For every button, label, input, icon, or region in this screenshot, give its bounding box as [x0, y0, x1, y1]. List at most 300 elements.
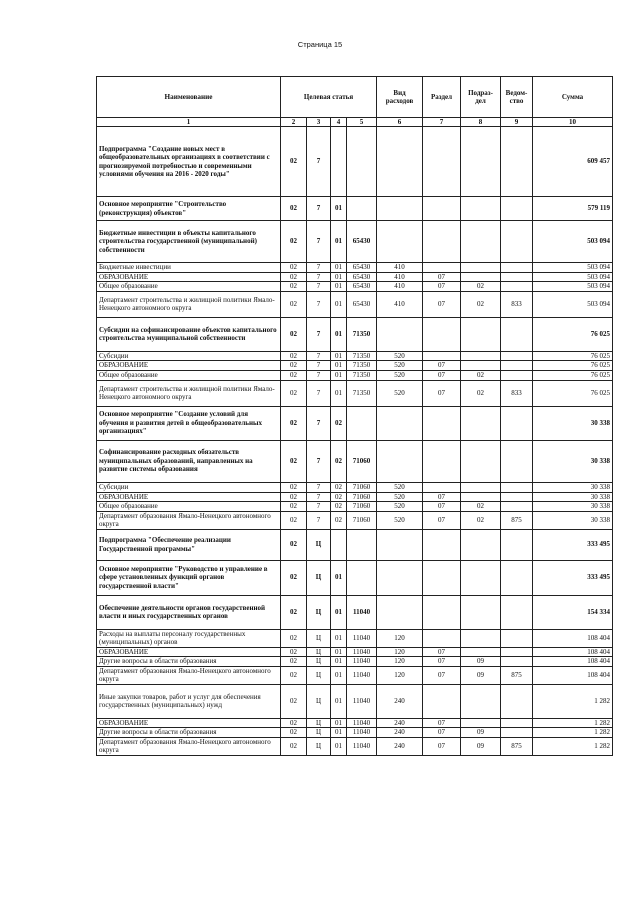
subsection-cell	[461, 317, 501, 351]
name-cell: Субсидии на софинансирование объектов капитального строительства муниципальной собственности	[97, 317, 281, 351]
subsection-cell	[461, 127, 501, 197]
expense-type-cell: 410	[377, 282, 423, 292]
target-activity-cell: 01	[331, 629, 347, 647]
target-subprogram-cell: Ц	[307, 657, 331, 667]
header-name: Наименование	[97, 77, 281, 118]
amount-cell: 30 338	[533, 492, 613, 502]
name-cell: ОБРАЗОВАНИЕ	[97, 647, 281, 657]
target-activity-cell: 01	[331, 684, 347, 718]
target-activity-cell: 01	[331, 657, 347, 667]
subsection-cell	[461, 529, 501, 560]
amount-cell: 503 094	[533, 221, 613, 263]
table-row	[97, 492, 613, 502]
target-subprogram-cell: 7	[307, 380, 331, 406]
section-cell	[423, 127, 461, 197]
amount-cell: 503 094	[533, 272, 613, 282]
name-cell: ОБРАЗОВАНИЕ	[97, 492, 281, 502]
table-row	[97, 728, 613, 738]
department-cell	[501, 351, 533, 361]
subsection-cell	[461, 718, 501, 728]
subsection-cell: 09	[461, 666, 501, 684]
amount-cell: 1 282	[533, 737, 613, 755]
amount-cell: 76 025	[533, 361, 613, 371]
target-program-cell: 02	[281, 647, 307, 657]
amount-cell: 76 025	[533, 351, 613, 361]
target-direction-cell: 71350	[347, 317, 377, 351]
amount-cell: 1 282	[533, 684, 613, 718]
name-cell: Другие вопросы в области образования	[97, 657, 281, 667]
table-row	[97, 560, 613, 595]
subsection-cell: 02	[461, 370, 501, 380]
subsection-cell	[461, 492, 501, 502]
table-header-row	[97, 77, 613, 118]
expense-type-cell	[377, 317, 423, 351]
department-cell	[501, 440, 533, 482]
target-program-cell: 02	[281, 492, 307, 502]
table-row	[97, 529, 613, 560]
subsection-cell	[461, 361, 501, 371]
target-direction-cell: 11040	[347, 647, 377, 657]
target-subprogram-cell: Ц	[307, 529, 331, 560]
target-subprogram-cell: 7	[307, 351, 331, 361]
expense-type-cell	[377, 221, 423, 263]
department-cell	[501, 127, 533, 197]
department-cell	[501, 560, 533, 595]
target-program-cell: 02	[281, 728, 307, 738]
table-row	[97, 406, 613, 440]
department-cell	[501, 718, 533, 728]
name-cell: Основное мероприятие "Руководство и управление в сфере установленных функций органов государственной власти"	[97, 560, 281, 595]
name-cell: Общее образование	[97, 370, 281, 380]
subsection-cell	[461, 629, 501, 647]
subsection-cell	[461, 595, 501, 629]
department-cell	[501, 482, 533, 492]
amount-cell: 1 282	[533, 728, 613, 738]
target-subprogram-cell: 7	[307, 482, 331, 492]
target-program-cell: 02	[281, 282, 307, 292]
target-activity-cell	[331, 127, 347, 197]
subsection-cell	[461, 440, 501, 482]
department-cell	[501, 221, 533, 263]
header-expense-type: Вид расходов	[377, 77, 423, 118]
target-direction-cell	[347, 529, 377, 560]
target-program-cell: 02	[281, 370, 307, 380]
table-row	[97, 647, 613, 657]
amount-cell: 76 025	[533, 317, 613, 351]
target-subprogram-cell: Ц	[307, 718, 331, 728]
subsection-cell: 02	[461, 282, 501, 292]
target-program-cell: 02	[281, 406, 307, 440]
target-direction-cell: 11040	[347, 629, 377, 647]
table-row	[97, 737, 613, 755]
section-cell	[423, 684, 461, 718]
name-cell: Иные закупки товаров, работ и услуг для обеспечения государственных (муниципальных) нужд	[97, 684, 281, 718]
target-direction-cell: 11040	[347, 666, 377, 684]
target-program-cell: 02	[281, 263, 307, 273]
table-row	[97, 684, 613, 718]
expense-type-cell: 520	[377, 492, 423, 502]
column-number: 6	[377, 118, 423, 127]
target-program-cell: 02	[281, 657, 307, 667]
amount-cell: 579 119	[533, 197, 613, 221]
expense-type-cell	[377, 127, 423, 197]
table-row	[97, 511, 613, 529]
column-number: 9	[501, 118, 533, 127]
header-section: Раздел	[423, 77, 461, 118]
subsection-cell: 02	[461, 291, 501, 317]
amount-cell: 333 495	[533, 529, 613, 560]
department-cell	[501, 197, 533, 221]
target-activity-cell: 02	[331, 482, 347, 492]
table-row	[97, 221, 613, 263]
table-row	[97, 440, 613, 482]
table-row	[97, 291, 613, 317]
target-subprogram-cell: 7	[307, 272, 331, 282]
amount-cell: 30 338	[533, 406, 613, 440]
target-subprogram-cell: Ц	[307, 595, 331, 629]
section-cell	[423, 440, 461, 482]
name-cell: Департамент строительства и жилищной политики Ямало-Ненецкого автономного округа	[97, 380, 281, 406]
target-subprogram-cell: 7	[307, 406, 331, 440]
target-program-cell: 02	[281, 718, 307, 728]
target-program-cell: 02	[281, 361, 307, 371]
target-subprogram-cell: Ц	[307, 629, 331, 647]
name-cell: Подпрограмма "Создание новых мест в общеобразовательных организациях в соответствии с прогнозируемой потребностью и современными условиями обучения на 2016 - 2020 годы"	[97, 127, 281, 197]
target-subprogram-cell: Ц	[307, 728, 331, 738]
target-direction-cell: 65430	[347, 282, 377, 292]
expense-type-cell: 520	[377, 482, 423, 492]
expense-type-cell: 240	[377, 718, 423, 728]
section-cell: 07	[423, 511, 461, 529]
name-cell: Подпрограмма "Обеспечение реализации Государственной программы"	[97, 529, 281, 560]
name-cell: Общее образование	[97, 502, 281, 512]
target-activity-cell: 01	[331, 317, 347, 351]
section-cell: 07	[423, 361, 461, 371]
target-activity-cell: 01	[331, 272, 347, 282]
column-number: 2	[281, 118, 307, 127]
subsection-cell: 02	[461, 380, 501, 406]
amount-cell: 333 495	[533, 560, 613, 595]
target-program-cell: 02	[281, 197, 307, 221]
target-activity-cell: 01	[331, 666, 347, 684]
target-subprogram-cell: 7	[307, 221, 331, 263]
column-number: 7	[423, 118, 461, 127]
subsection-cell: 09	[461, 728, 501, 738]
target-program-cell: 02	[281, 737, 307, 755]
target-direction-cell: 71060	[347, 492, 377, 502]
subsection-cell: 09	[461, 657, 501, 667]
subsection-cell	[461, 221, 501, 263]
target-subprogram-cell: Ц	[307, 560, 331, 595]
target-program-cell: 02	[281, 666, 307, 684]
column-number: 5	[347, 118, 377, 127]
target-subprogram-cell: 7	[307, 197, 331, 221]
table-row	[97, 351, 613, 361]
name-cell: Департамент образования Ямало-Ненецкого автономного округа	[97, 666, 281, 684]
expense-type-cell	[377, 529, 423, 560]
target-direction-cell: 65430	[347, 263, 377, 273]
section-cell: 07	[423, 282, 461, 292]
target-activity-cell: 01	[331, 282, 347, 292]
target-subprogram-cell: 7	[307, 317, 331, 351]
expense-type-cell: 240	[377, 728, 423, 738]
column-number: 8	[461, 118, 501, 127]
section-cell: 07	[423, 666, 461, 684]
department-cell	[501, 370, 533, 380]
target-activity-cell: 01	[331, 560, 347, 595]
target-activity-cell: 01	[331, 737, 347, 755]
column-number: 3	[307, 118, 331, 127]
name-cell: Основное мероприятие "Создание условий для обучения и развития детей в общеобразовательных организациях"	[97, 406, 281, 440]
section-cell: 07	[423, 291, 461, 317]
target-activity-cell: 02	[331, 492, 347, 502]
subsection-cell	[461, 560, 501, 595]
expense-type-cell: 240	[377, 684, 423, 718]
target-direction-cell: 65430	[347, 272, 377, 282]
target-direction-cell: 11040	[347, 718, 377, 728]
target-activity-cell: 01	[331, 380, 347, 406]
section-cell: 07	[423, 380, 461, 406]
table-row	[97, 502, 613, 512]
name-cell: Департамент строительства и жилищной политики Ямало-Ненецкого автономного округа	[97, 291, 281, 317]
budget-table	[96, 76, 613, 756]
department-cell	[501, 728, 533, 738]
expense-type-cell: 120	[377, 657, 423, 667]
target-direction-cell: 71060	[347, 482, 377, 492]
section-cell	[423, 529, 461, 560]
section-cell	[423, 560, 461, 595]
subsection-cell	[461, 197, 501, 221]
department-cell	[501, 502, 533, 512]
column-number-row	[97, 118, 613, 127]
target-activity-cell: 01	[331, 221, 347, 263]
target-direction-cell	[347, 560, 377, 595]
target-program-cell: 02	[281, 511, 307, 529]
expense-type-cell	[377, 560, 423, 595]
amount-cell: 30 338	[533, 511, 613, 529]
name-cell: Бюджетные инвестиции	[97, 263, 281, 273]
table-row	[97, 272, 613, 282]
name-cell: Департамент образования Ямало-Ненецкого автономного округа	[97, 737, 281, 755]
table-row	[97, 282, 613, 292]
target-direction-cell: 65430	[347, 291, 377, 317]
target-program-cell: 02	[281, 221, 307, 263]
expense-type-cell: 120	[377, 666, 423, 684]
department-cell: 833	[501, 291, 533, 317]
target-subprogram-cell: 7	[307, 291, 331, 317]
amount-cell: 108 404	[533, 666, 613, 684]
target-program-cell: 02	[281, 629, 307, 647]
target-activity-cell: 02	[331, 440, 347, 482]
target-direction-cell	[347, 197, 377, 221]
subsection-cell	[461, 263, 501, 273]
target-direction-cell: 11040	[347, 657, 377, 667]
section-cell: 07	[423, 272, 461, 282]
header-target-article: Целевая статья	[281, 77, 377, 118]
column-number: 10	[533, 118, 613, 127]
name-cell: Расходы на выплаты персоналу государственных (муниципальных) органов	[97, 629, 281, 647]
target-program-cell: 02	[281, 684, 307, 718]
target-program-cell: 02	[281, 272, 307, 282]
amount-cell: 76 025	[533, 370, 613, 380]
amount-cell: 108 404	[533, 647, 613, 657]
department-cell	[501, 647, 533, 657]
table-row	[97, 370, 613, 380]
subsection-cell	[461, 482, 501, 492]
target-program-cell: 02	[281, 380, 307, 406]
target-activity-cell: 02	[331, 502, 347, 512]
target-subprogram-cell: 7	[307, 370, 331, 380]
table-row	[97, 197, 613, 221]
subsection-cell	[461, 351, 501, 361]
department-cell	[501, 406, 533, 440]
target-program-cell: 02	[281, 502, 307, 512]
section-cell	[423, 351, 461, 361]
table-row	[97, 482, 613, 492]
target-program-cell: 02	[281, 291, 307, 317]
target-program-cell: 02	[281, 560, 307, 595]
expense-type-cell: 520	[377, 370, 423, 380]
section-cell: 07	[423, 718, 461, 728]
department-cell: 875	[501, 666, 533, 684]
expense-type-cell	[377, 406, 423, 440]
target-program-cell: 02	[281, 317, 307, 351]
department-cell	[501, 263, 533, 273]
expense-type-cell	[377, 197, 423, 221]
section-cell	[423, 406, 461, 440]
target-direction-cell: 11040	[347, 684, 377, 718]
section-cell: 07	[423, 728, 461, 738]
table-row	[97, 263, 613, 273]
target-direction-cell: 71350	[347, 361, 377, 371]
target-subprogram-cell: Ц	[307, 666, 331, 684]
expense-type-cell: 520	[377, 351, 423, 361]
section-cell: 07	[423, 370, 461, 380]
target-direction-cell: 71060	[347, 502, 377, 512]
target-subprogram-cell: 7	[307, 511, 331, 529]
target-program-cell: 02	[281, 482, 307, 492]
section-cell	[423, 629, 461, 647]
target-subprogram-cell: 7	[307, 361, 331, 371]
section-cell	[423, 482, 461, 492]
target-activity-cell: 01	[331, 351, 347, 361]
amount-cell: 609 457	[533, 127, 613, 197]
department-cell	[501, 317, 533, 351]
name-cell: ОБРАЗОВАНИЕ	[97, 361, 281, 371]
target-program-cell: 02	[281, 440, 307, 482]
department-cell	[501, 529, 533, 560]
subsection-cell: 09	[461, 737, 501, 755]
table-row	[97, 127, 613, 197]
name-cell: Основное мероприятие "Строительство (реконструкция) объектов"	[97, 197, 281, 221]
amount-cell: 503 094	[533, 282, 613, 292]
section-cell	[423, 197, 461, 221]
name-cell: Субсидии	[97, 482, 281, 492]
name-cell: Бюджетные инвестиции в объекты капитального строительства государственной (муниципальной) собственности	[97, 221, 281, 263]
name-cell: Обеспечение деятельности органов государственной власти и иных государственных органов	[97, 595, 281, 629]
table-row	[97, 380, 613, 406]
section-cell	[423, 317, 461, 351]
expense-type-cell: 410	[377, 272, 423, 282]
department-cell: 833	[501, 380, 533, 406]
target-program-cell: 02	[281, 127, 307, 197]
subsection-cell	[461, 647, 501, 657]
subsection-cell	[461, 684, 501, 718]
target-activity-cell: 01	[331, 718, 347, 728]
target-direction-cell: 71350	[347, 370, 377, 380]
subsection-cell: 02	[461, 511, 501, 529]
page-number: Страница 15	[297, 40, 343, 49]
expense-type-cell: 520	[377, 511, 423, 529]
table-row	[97, 595, 613, 629]
target-direction-cell: 11040	[347, 728, 377, 738]
subsection-cell	[461, 406, 501, 440]
header-amount: Сумма	[533, 77, 613, 118]
subsection-cell: 02	[461, 502, 501, 512]
department-cell: 875	[501, 511, 533, 529]
target-subprogram-cell: 7	[307, 502, 331, 512]
section-cell: 07	[423, 492, 461, 502]
target-activity-cell: 01	[331, 370, 347, 380]
target-subprogram-cell: Ц	[307, 647, 331, 657]
target-activity-cell: 01	[331, 361, 347, 371]
target-subprogram-cell: 7	[307, 127, 331, 197]
table-row	[97, 361, 613, 371]
expense-type-cell: 120	[377, 629, 423, 647]
amount-cell: 503 094	[533, 291, 613, 317]
expense-type-cell: 520	[377, 361, 423, 371]
section-cell	[423, 221, 461, 263]
department-cell: 875	[501, 737, 533, 755]
expense-type-cell	[377, 440, 423, 482]
department-cell	[501, 684, 533, 718]
department-cell	[501, 657, 533, 667]
target-direction-cell: 11040	[347, 595, 377, 629]
target-subprogram-cell: 7	[307, 282, 331, 292]
amount-cell: 30 338	[533, 482, 613, 492]
target-activity-cell: 01	[331, 263, 347, 273]
header-subsection: Подраз-дел	[461, 77, 501, 118]
target-direction-cell: 71350	[347, 351, 377, 361]
name-cell: ОБРАЗОВАНИЕ	[97, 272, 281, 282]
expense-type-cell: 120	[377, 647, 423, 657]
target-direction-cell	[347, 127, 377, 197]
table-body	[97, 127, 613, 756]
section-cell: 07	[423, 502, 461, 512]
expense-type-cell: 410	[377, 263, 423, 273]
section-cell	[423, 263, 461, 273]
target-direction-cell: 71060	[347, 440, 377, 482]
target-activity-cell: 01	[331, 647, 347, 657]
target-subprogram-cell: 7	[307, 263, 331, 273]
column-number: 4	[331, 118, 347, 127]
target-activity-cell: 01	[331, 291, 347, 317]
column-number: 1	[97, 118, 281, 127]
target-program-cell: 02	[281, 529, 307, 560]
target-subprogram-cell: 7	[307, 492, 331, 502]
department-cell	[501, 595, 533, 629]
name-cell: Другие вопросы в области образования	[97, 728, 281, 738]
target-direction-cell	[347, 406, 377, 440]
target-subprogram-cell: Ц	[307, 737, 331, 755]
table-row	[97, 666, 613, 684]
table-row	[97, 317, 613, 351]
subsection-cell	[461, 272, 501, 282]
name-cell: Общее образование	[97, 282, 281, 292]
section-cell: 07	[423, 657, 461, 667]
amount-cell: 154 334	[533, 595, 613, 629]
target-activity-cell: 02	[331, 511, 347, 529]
